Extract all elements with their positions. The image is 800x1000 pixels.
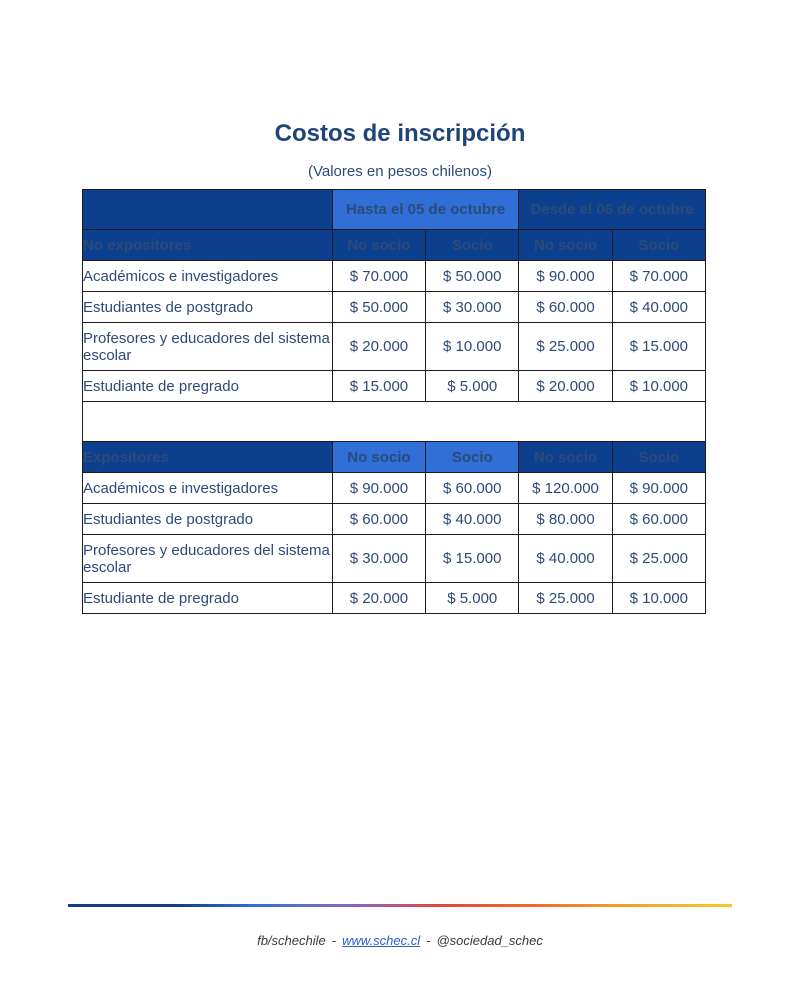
price-cell: $ 25.000	[612, 535, 705, 583]
column-label: No socio	[519, 442, 612, 473]
price-cell: $ 60.000	[426, 473, 519, 504]
price-cell: $ 20.000	[519, 371, 612, 402]
price-cell: $ 30.000	[426, 292, 519, 323]
period-header-late: Desde el 06 de octubre	[519, 190, 706, 230]
footer-separator: -	[426, 933, 431, 948]
footer-separator: -	[331, 933, 337, 948]
price-cell: $ 10.000	[426, 323, 519, 371]
column-label: Socio	[612, 442, 705, 473]
price-cell: $ 25.000	[519, 323, 612, 371]
price-cell: $ 90.000	[332, 473, 425, 504]
table-row	[83, 583, 706, 614]
price-cell: $ 20.000	[332, 583, 425, 614]
website-link[interactable]: www.schec.cl	[342, 933, 421, 948]
section-heading: Expositores	[83, 442, 333, 473]
price-cell: $ 40.000	[519, 535, 612, 583]
price-cell: $ 70.000	[612, 261, 705, 292]
period-header-early: Hasta el 05 de octubre	[332, 190, 519, 230]
price-cell: $ 50.000	[426, 261, 519, 292]
price-cell: $ 90.000	[612, 473, 705, 504]
price-cell: $ 50.000	[332, 292, 425, 323]
price-cell: $ 120.000	[519, 473, 612, 504]
row-label: Estudiante de pregrado	[83, 583, 333, 614]
column-label: No socio	[332, 442, 425, 473]
price-cell: $ 40.000	[612, 292, 705, 323]
table-row	[83, 292, 706, 323]
price-cell: $ 80.000	[519, 504, 612, 535]
price-cell: $ 5.000	[426, 371, 519, 402]
price-cell: $ 20.000	[332, 323, 425, 371]
spacer-row	[83, 402, 706, 442]
column-label: No socio	[332, 230, 425, 261]
price-cell: $ 60.000	[612, 504, 705, 535]
price-cell: $ 40.000	[426, 504, 519, 535]
section-header-row	[83, 442, 706, 473]
price-cell: $ 15.000	[612, 323, 705, 371]
column-label: Socio	[426, 230, 519, 261]
spacer-cell	[83, 402, 706, 442]
table-row	[83, 504, 706, 535]
row-label: Estudiantes de postgrado	[83, 292, 333, 323]
price-cell: $ 15.000	[426, 535, 519, 583]
empty-corner-cell	[83, 190, 333, 230]
price-cell: $ 25.000	[519, 583, 612, 614]
price-cell: $ 60.000	[332, 504, 425, 535]
price-cell: $ 90.000	[519, 261, 612, 292]
instagram-handle: @sociedad_schec	[436, 933, 543, 948]
row-label: Estudiante de pregrado	[83, 371, 333, 402]
table-row	[83, 371, 706, 402]
price-cell: $ 60.000	[519, 292, 612, 323]
column-label: Socio	[426, 442, 519, 473]
facebook-handle: fb/schechile	[257, 933, 326, 948]
price-cell: $ 15.000	[332, 371, 425, 402]
price-cell: $ 10.000	[612, 371, 705, 402]
price-cell: $ 5.000	[426, 583, 519, 614]
table-row	[83, 535, 706, 583]
registration-fees-table	[82, 189, 706, 614]
table-row	[83, 323, 706, 371]
row-label: Académicos e investigadores	[83, 473, 333, 504]
row-label: Académicos e investigadores	[83, 261, 333, 292]
page-title: Costos de inscripción	[274, 120, 526, 147]
section-header-row	[83, 230, 706, 261]
footer-gradient-divider	[68, 904, 732, 907]
table-row	[83, 261, 706, 292]
column-label: No socio	[519, 230, 612, 261]
footer	[0, 933, 800, 948]
price-cell: $ 30.000	[332, 535, 425, 583]
page-subtitle: (Valores en pesos chilenos)	[308, 163, 492, 180]
section-heading: No expositores	[83, 230, 333, 261]
period-header-row	[83, 190, 706, 230]
column-label: Socio	[612, 230, 705, 261]
row-label: Profesores y educadores del sistema escolar	[83, 535, 333, 583]
price-cell: $ 70.000	[332, 261, 425, 292]
row-label: Profesores y educadores del sistema escolar	[83, 323, 333, 371]
price-cell: $ 10.000	[612, 583, 705, 614]
table-row	[83, 473, 706, 504]
row-label: Estudiantes de postgrado	[83, 504, 333, 535]
